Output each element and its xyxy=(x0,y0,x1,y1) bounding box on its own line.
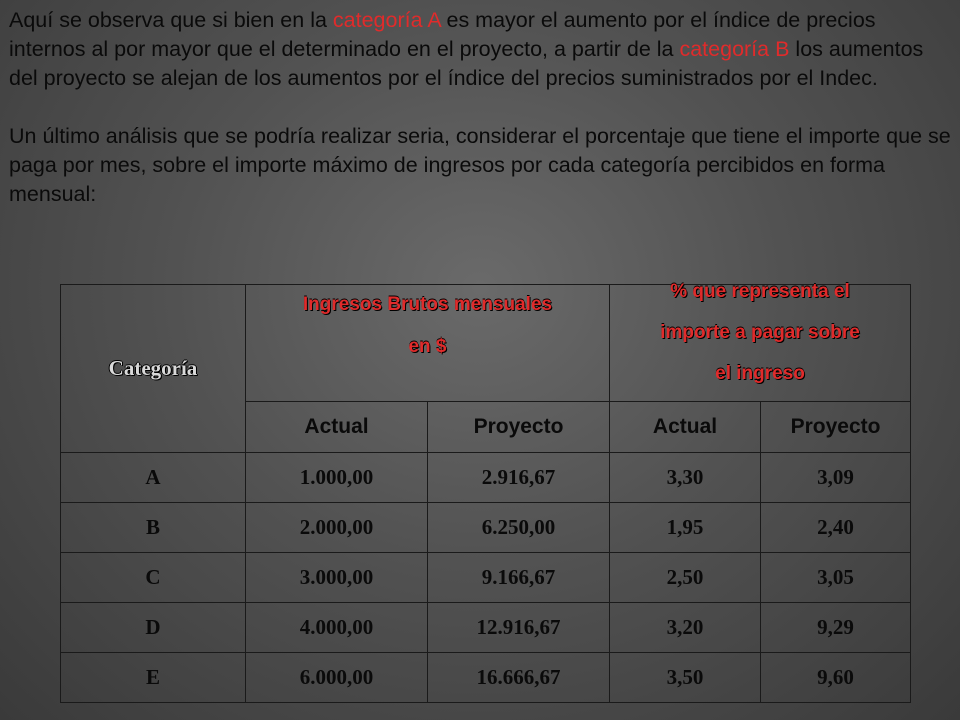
cell-pct-proyecto: 3,05 xyxy=(761,553,911,603)
table-row xyxy=(61,503,911,553)
cell-categoria: D xyxy=(61,603,246,653)
subheader-pct-proyecto: Proyecto xyxy=(761,402,911,453)
intro-text xyxy=(9,6,954,209)
cell-pct-actual: 1,95 xyxy=(610,503,761,553)
table-row xyxy=(61,653,911,703)
cell-ingresos-actual: 2.000,00 xyxy=(246,503,428,553)
table-row xyxy=(61,453,911,503)
cell-categoria: E xyxy=(61,653,246,703)
ingresos-table xyxy=(60,281,911,703)
cell-ingresos-proyecto: 6.250,00 xyxy=(428,503,610,553)
cell-pct-proyecto: 9,60 xyxy=(761,653,911,703)
paragraph-2: Un último análisis que se podría realizar seria, considerar el porcentaje que tiene el importe que se paga por mes, sobre el importe máximo de ingresos por cada categoría percibidos en forma mensual: xyxy=(9,124,951,206)
p1-text-b: es mayor el aumento por el índice de precios internos al por mayor que el determinado en el proyecto, a partir de la xyxy=(9,8,876,61)
cell-pct-actual: 3,20 xyxy=(610,603,761,653)
cell-pct-actual: 2,50 xyxy=(610,553,761,603)
header-ingresos-line2: en $ xyxy=(408,336,447,357)
subheader-ingresos-proyecto: Proyecto xyxy=(428,402,610,453)
cell-pct-proyecto: 3,09 xyxy=(761,453,911,503)
cell-ingresos-actual: 3.000,00 xyxy=(246,553,428,603)
cell-pct-proyecto: 9,29 xyxy=(761,603,911,653)
cell-ingresos-proyecto: 2.916,67 xyxy=(428,453,610,503)
header-categoria: Categoría xyxy=(61,285,246,453)
cell-pct-proyecto: 2,40 xyxy=(761,503,911,553)
table-row xyxy=(61,603,911,653)
p1-text-c: los aumentos del proyecto se alejan de los aumentos por el índice del precios suministrados por el Indec. xyxy=(9,37,924,90)
table-row xyxy=(61,553,911,603)
paragraph-1 xyxy=(9,6,954,93)
header-porcentaje-line2: importe a pagar sobre xyxy=(660,322,860,343)
highlight-categoria-b: categoría B xyxy=(679,37,790,61)
highlight-categoria-a: categoría A xyxy=(332,8,441,32)
cell-ingresos-proyecto: 16.666,67 xyxy=(428,653,610,703)
cell-ingresos-actual: 6.000,00 xyxy=(246,653,428,703)
cell-categoria: B xyxy=(61,503,246,553)
cell-pct-actual: 3,50 xyxy=(610,653,761,703)
header-porcentaje-line1: % que representa el xyxy=(670,281,850,302)
cell-categoria: A xyxy=(61,453,246,503)
header-ingresos-line1: Ingresos Brutos mensuales xyxy=(302,294,553,315)
header-ingresos-brutos xyxy=(246,285,610,402)
header-porcentaje-line3: el ingreso xyxy=(715,363,805,384)
cell-ingresos-actual: 4.000,00 xyxy=(246,603,428,653)
subheader-ingresos-actual: Actual xyxy=(246,402,428,453)
header-porcentaje xyxy=(610,281,911,402)
cell-categoria: C xyxy=(61,553,246,603)
subheader-pct-actual: Actual xyxy=(610,402,761,453)
cell-ingresos-actual: 1.000,00 xyxy=(246,453,428,503)
p1-text-a: Aquí se observa que si bien en la xyxy=(9,8,333,32)
cell-ingresos-proyecto: 9.166,67 xyxy=(428,553,610,603)
cell-ingresos-proyecto: 12.916,67 xyxy=(428,603,610,653)
cell-pct-actual: 3,30 xyxy=(610,453,761,503)
